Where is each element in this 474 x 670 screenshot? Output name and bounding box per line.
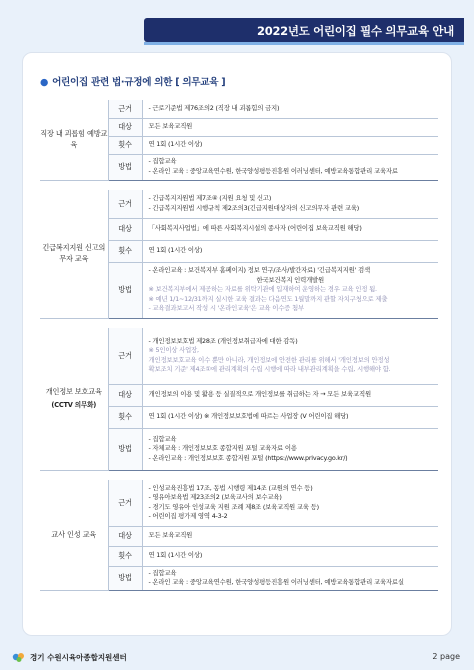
note: ※ 예년 1/1~12/31까지 실시한 교육 결과는 다음연도 1월말까지 관할 자치구청으로 제출 (148, 294, 388, 303)
group-title: 직장 내 괴롭힘 예방교육 (40, 100, 108, 180)
row-content: - 집합교육 - 자체교육 : 개인정보보호 종합지원 포털 교육자료 이용 - 온라인교육 : 개인정보보호 종합지원 포털 (https://www.privacy.go.kr/) (142, 428, 438, 470)
row-label: 대상 (108, 218, 142, 240)
row-content: - 긴급복지지원법 제7조④ (지원 요청 및 신고) - 긴급복지지원법 시행규칙 제2조의3(긴급지원대상자의 신고의무자 관련 교육) (142, 190, 438, 218)
row-label: 근거 (108, 480, 142, 526)
group-title: 교사 인성 교육 (40, 480, 108, 590)
row-label: 방법 (108, 428, 142, 470)
footer-org: 경기 수원시육아종합지원센터 (30, 653, 127, 662)
row-content: 모든 보육교직원 (142, 118, 438, 136)
row-content: - 개인정보보호법 제28조 (개인정보취급자에 대한 감독) ※ 5인이상 사업장, 개인정보보호교육 이수 뿐만 아니라, 개인정보에 안전한 관리를 위해서 '개인정보의 안정성 확보조치 기준' 제4조①에 관리계획의 수립 시행에 따라 내부관리계획을 수립, 시행해야 함. (142, 328, 438, 384)
section-heading (40, 74, 225, 88)
row-content: 연 1회 (1시간 이상) ※ 개인정보보호법에 따르는 사업장 (V 어린이집 해당) (142, 406, 438, 428)
center-logo-icon (12, 651, 26, 663)
note: ※ 보건복지부에서 제공하는 자료를 위탁기관에 입재하여 운영하는 경우 교육 인정 됨. (148, 285, 377, 294)
note: ※ 5인이상 사업장, (148, 346, 199, 355)
cctv-badge: (CCTV 의무화) (51, 401, 97, 410)
row-content: - 근로기준법 제76조의2 (직장 내 괴롭힘의 금지) (142, 100, 438, 118)
row-label: 횟수 (108, 546, 142, 566)
page-title: 2022년도 어린이집 필수 의무교육 안내 (144, 18, 464, 42)
row-content: - 집합교육 - 온라인 교육 : 중앙교육연수원, 한국양성평등진흥원 이러닝센터, 예방교육통합관리 교육자료 (142, 154, 438, 180)
group-title: 개인정보 보호교육 (CCTV 의무화) (40, 328, 108, 470)
row-label: 방법 (108, 262, 142, 318)
row-content: 모든 보육교직원 (142, 526, 438, 546)
row-label: 횟수 (108, 240, 142, 262)
row-content: - 온라인교육 : 보건복지부 홈페이지) 정보 연구/조사/발간자료) '긴급복지지원' 검색 한국보건복지 인력개발원 ※ 보건복지부에서 제공하는 자료를 위탁기관에 입재하여 운영하는 경우 교육 인정 됨. ※ 예년 1/1~12/31까지 실시한 교육 결과는 다음연도 1월말까지 관할 자치구청으로 제출 - 교육결과보고서 작성 시 '온라인교육'은 교육 이수증 첨부 (142, 262, 438, 318)
row-label: 근거 (108, 328, 142, 384)
row-label: 근거 (108, 100, 142, 118)
row-label: 횟수 (108, 406, 142, 428)
title-underline (144, 42, 464, 45)
row-label: 대상 (108, 526, 142, 546)
row-label: 대상 (108, 384, 142, 406)
row-label: 방법 (108, 566, 142, 590)
bullet-icon: ● (40, 77, 49, 88)
row-content: 연 1회 (1시간 이상) (142, 136, 438, 154)
section-heading-text: 어린이집 관련 법·규정에 의한 [ 의무교육 ] (52, 77, 226, 88)
row-content: - 집합교육 - 온라인 교육 : 중앙교육연수원, 한국양성평등진흥원 이러닝센터, 예방교육통합관리 교육자료실 (142, 566, 438, 590)
row-content: 연 1회 (1시간 이상) (142, 240, 438, 262)
row-content: 연 1회 (1시간 이상) (142, 546, 438, 566)
row-content: 개인정보의 이용 및 활용 등 실질적으로 개인정보를 취급하는 자 → 모든 보육교직원 (142, 384, 438, 406)
education-table (40, 100, 438, 591)
row-label: 횟수 (108, 136, 142, 154)
note: - 교육결과보고서 작성 시 '온라인교육'은 교육 이수증 첨부 (148, 304, 304, 313)
row-content: 「사회복지사업법」에 따른 사회복지시설의 종사자 (어린이집 보육교직원 해당) (142, 218, 438, 240)
group-title: 긴급복지지원 신고의무자 교육 (40, 190, 108, 318)
row-content: - 인성교육진흥법 17조, 동법 시행령 제14조 (교원의 연수 등) - 영유아보육법 제23조의2 (보육교사의 보수교육) - 경기도 영유아 인성교육 지원 조례 제8조 (보육교직원 교육 등) - 어린이집 평가제 영역 4-3-2 (142, 480, 438, 526)
row-label: 대상 (108, 118, 142, 136)
row-label: 방법 (108, 154, 142, 180)
note: 확보조치 기준' 제4조①에 관리계획의 수립 시행에 따라 내부관리계획을 수립, 시행해야 함. (148, 365, 391, 374)
row-label: 근거 (108, 190, 142, 218)
page-number: 2 page (432, 652, 460, 661)
note: 개인정보보호교육 이수 뿐만 아니라, 개인정보에 안전한 관리를 위해서 '개인정보의 안정성 (148, 355, 390, 364)
